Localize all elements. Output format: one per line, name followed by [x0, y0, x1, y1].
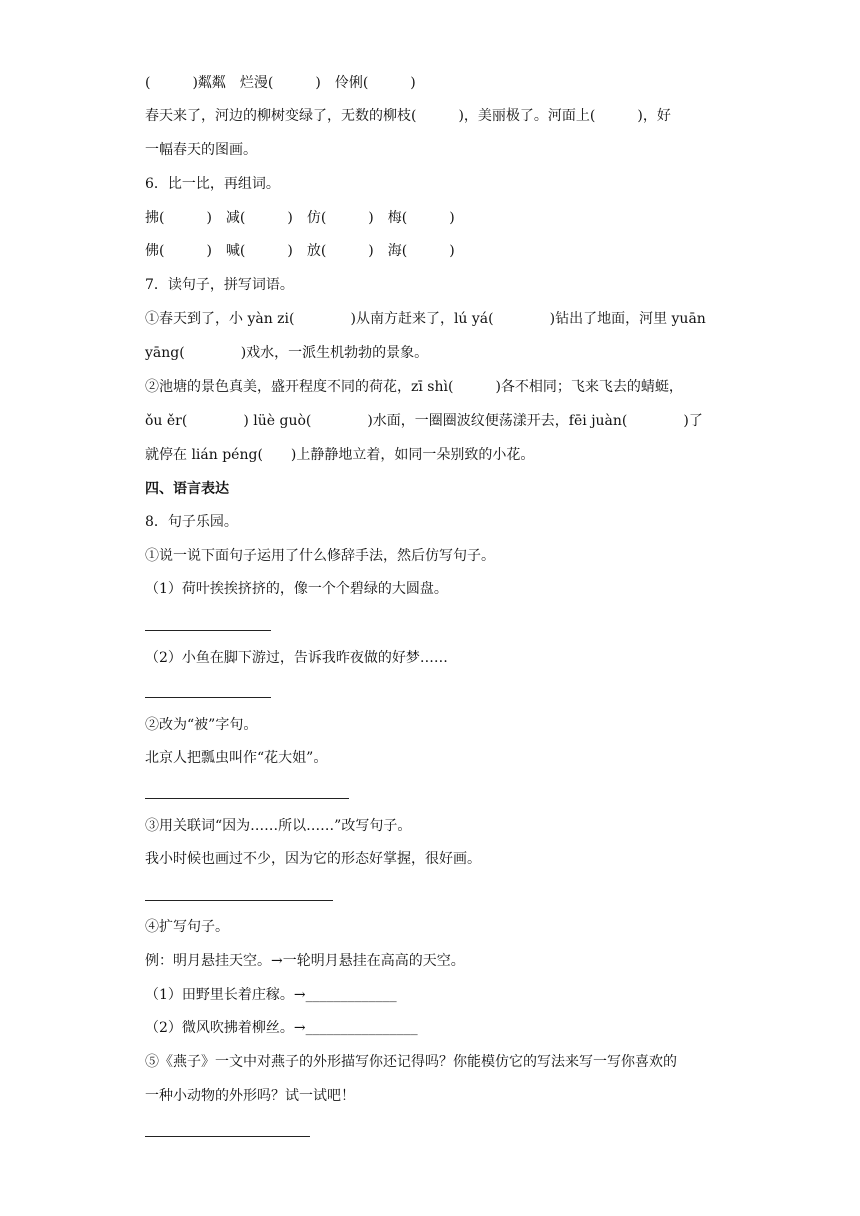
imitation-prompt-line-1: ⑤《燕子》一文中对燕子的外形描写你还记得吗？你能模仿它的写法来写一写你喜欢的 — [145, 1054, 677, 1070]
rhetoric-instruction: ①说一说下面句子运用了什么修辞手法，然后仿写句子。 — [145, 548, 495, 564]
question-7-heading: 7．读句子，拼写词语。 — [145, 277, 294, 293]
answer-line[interactable] — [145, 630, 271, 631]
compare-row-1: 拂( ) 减( ) 仿( ) 梅( ) — [145, 210, 455, 226]
answer-line[interactable] — [145, 1136, 310, 1137]
spring-passage-line-2: 一幅春天的图画。 — [145, 142, 257, 158]
bei-sentence-original: 北京人把瓢虫叫作“花大姐”。 — [145, 750, 328, 766]
answer-line[interactable] — [145, 697, 271, 698]
section-4-heading: 四、语言表达 — [145, 481, 229, 497]
pinyin-sentence-1-line-1: ①春天到了，小 yàn zi( )从南方赶来了，lú yá( )钻出了地面，河里 yuān — [145, 311, 706, 327]
bei-sentence-instruction: ②改为“被”字句。 — [145, 717, 258, 733]
conjunction-instruction: ③用关联词“因为……所以……”改写句子。 — [145, 818, 412, 834]
expand-sentence-2: （2）微风吹拂着柳丝。→________________ — [145, 1020, 418, 1036]
pinyin-sentence-2-line-3: 就停在 lián péng( )上静静地立着，如同一朵别致的小花。 — [145, 447, 535, 463]
expand-sentence-1: （1）田野里长着庄稼。→_____________ — [145, 987, 397, 1003]
pinyin-sentence-1-line-2: yāng( )戏水，一派生机勃勃的景象。 — [145, 345, 429, 361]
question-8-heading: 8．句子乐园。 — [145, 514, 238, 530]
compare-row-2: 佛( ) 喊( ) 放( ) 海( ) — [145, 243, 455, 259]
pinyin-sentence-2-line-2: ǒu ěr( ) lüè guò( )水面，一圈圈波纹便荡漾开去，fēi juàn( )了 — [145, 413, 703, 429]
rhetoric-sentence-1: （1）荷叶挨挨挤挤的，像一个个碧绿的大圆盘。 — [145, 581, 448, 597]
conjunction-sentence: 我小时候也画过不少，因为它的形态好掌握，很好画。 — [145, 851, 481, 867]
expand-instruction: ④扩写句子。 — [145, 919, 229, 935]
answer-line[interactable] — [145, 798, 349, 799]
expand-example: 例：明月悬挂天空。→一轮明月悬挂在高高的天空。 — [145, 953, 465, 969]
question-6-heading: 6．比一比，再组词。 — [145, 176, 280, 192]
rhetoric-sentence-2: （2）小鱼在脚下游过，告诉我昨夜做的好梦…… — [145, 650, 448, 666]
pinyin-sentence-2-line-1: ②池塘的景色真美，盛开程度不同的荷花，zī shì( )各不相同；飞来飞去的蜻蜓， — [145, 379, 683, 395]
answer-line[interactable] — [145, 900, 333, 901]
imitation-prompt-line-2: 一种小动物的外形吗？试一试吧！ — [145, 1088, 355, 1104]
spring-passage-line-1: 春天来了，河边的柳树变绿了，无数的柳枝( )，美丽极了。河面上( )，好 — [145, 108, 671, 124]
fill-blank-words-line: ( )粼粼 烂漫( ) 伶俐( ) — [145, 75, 416, 91]
